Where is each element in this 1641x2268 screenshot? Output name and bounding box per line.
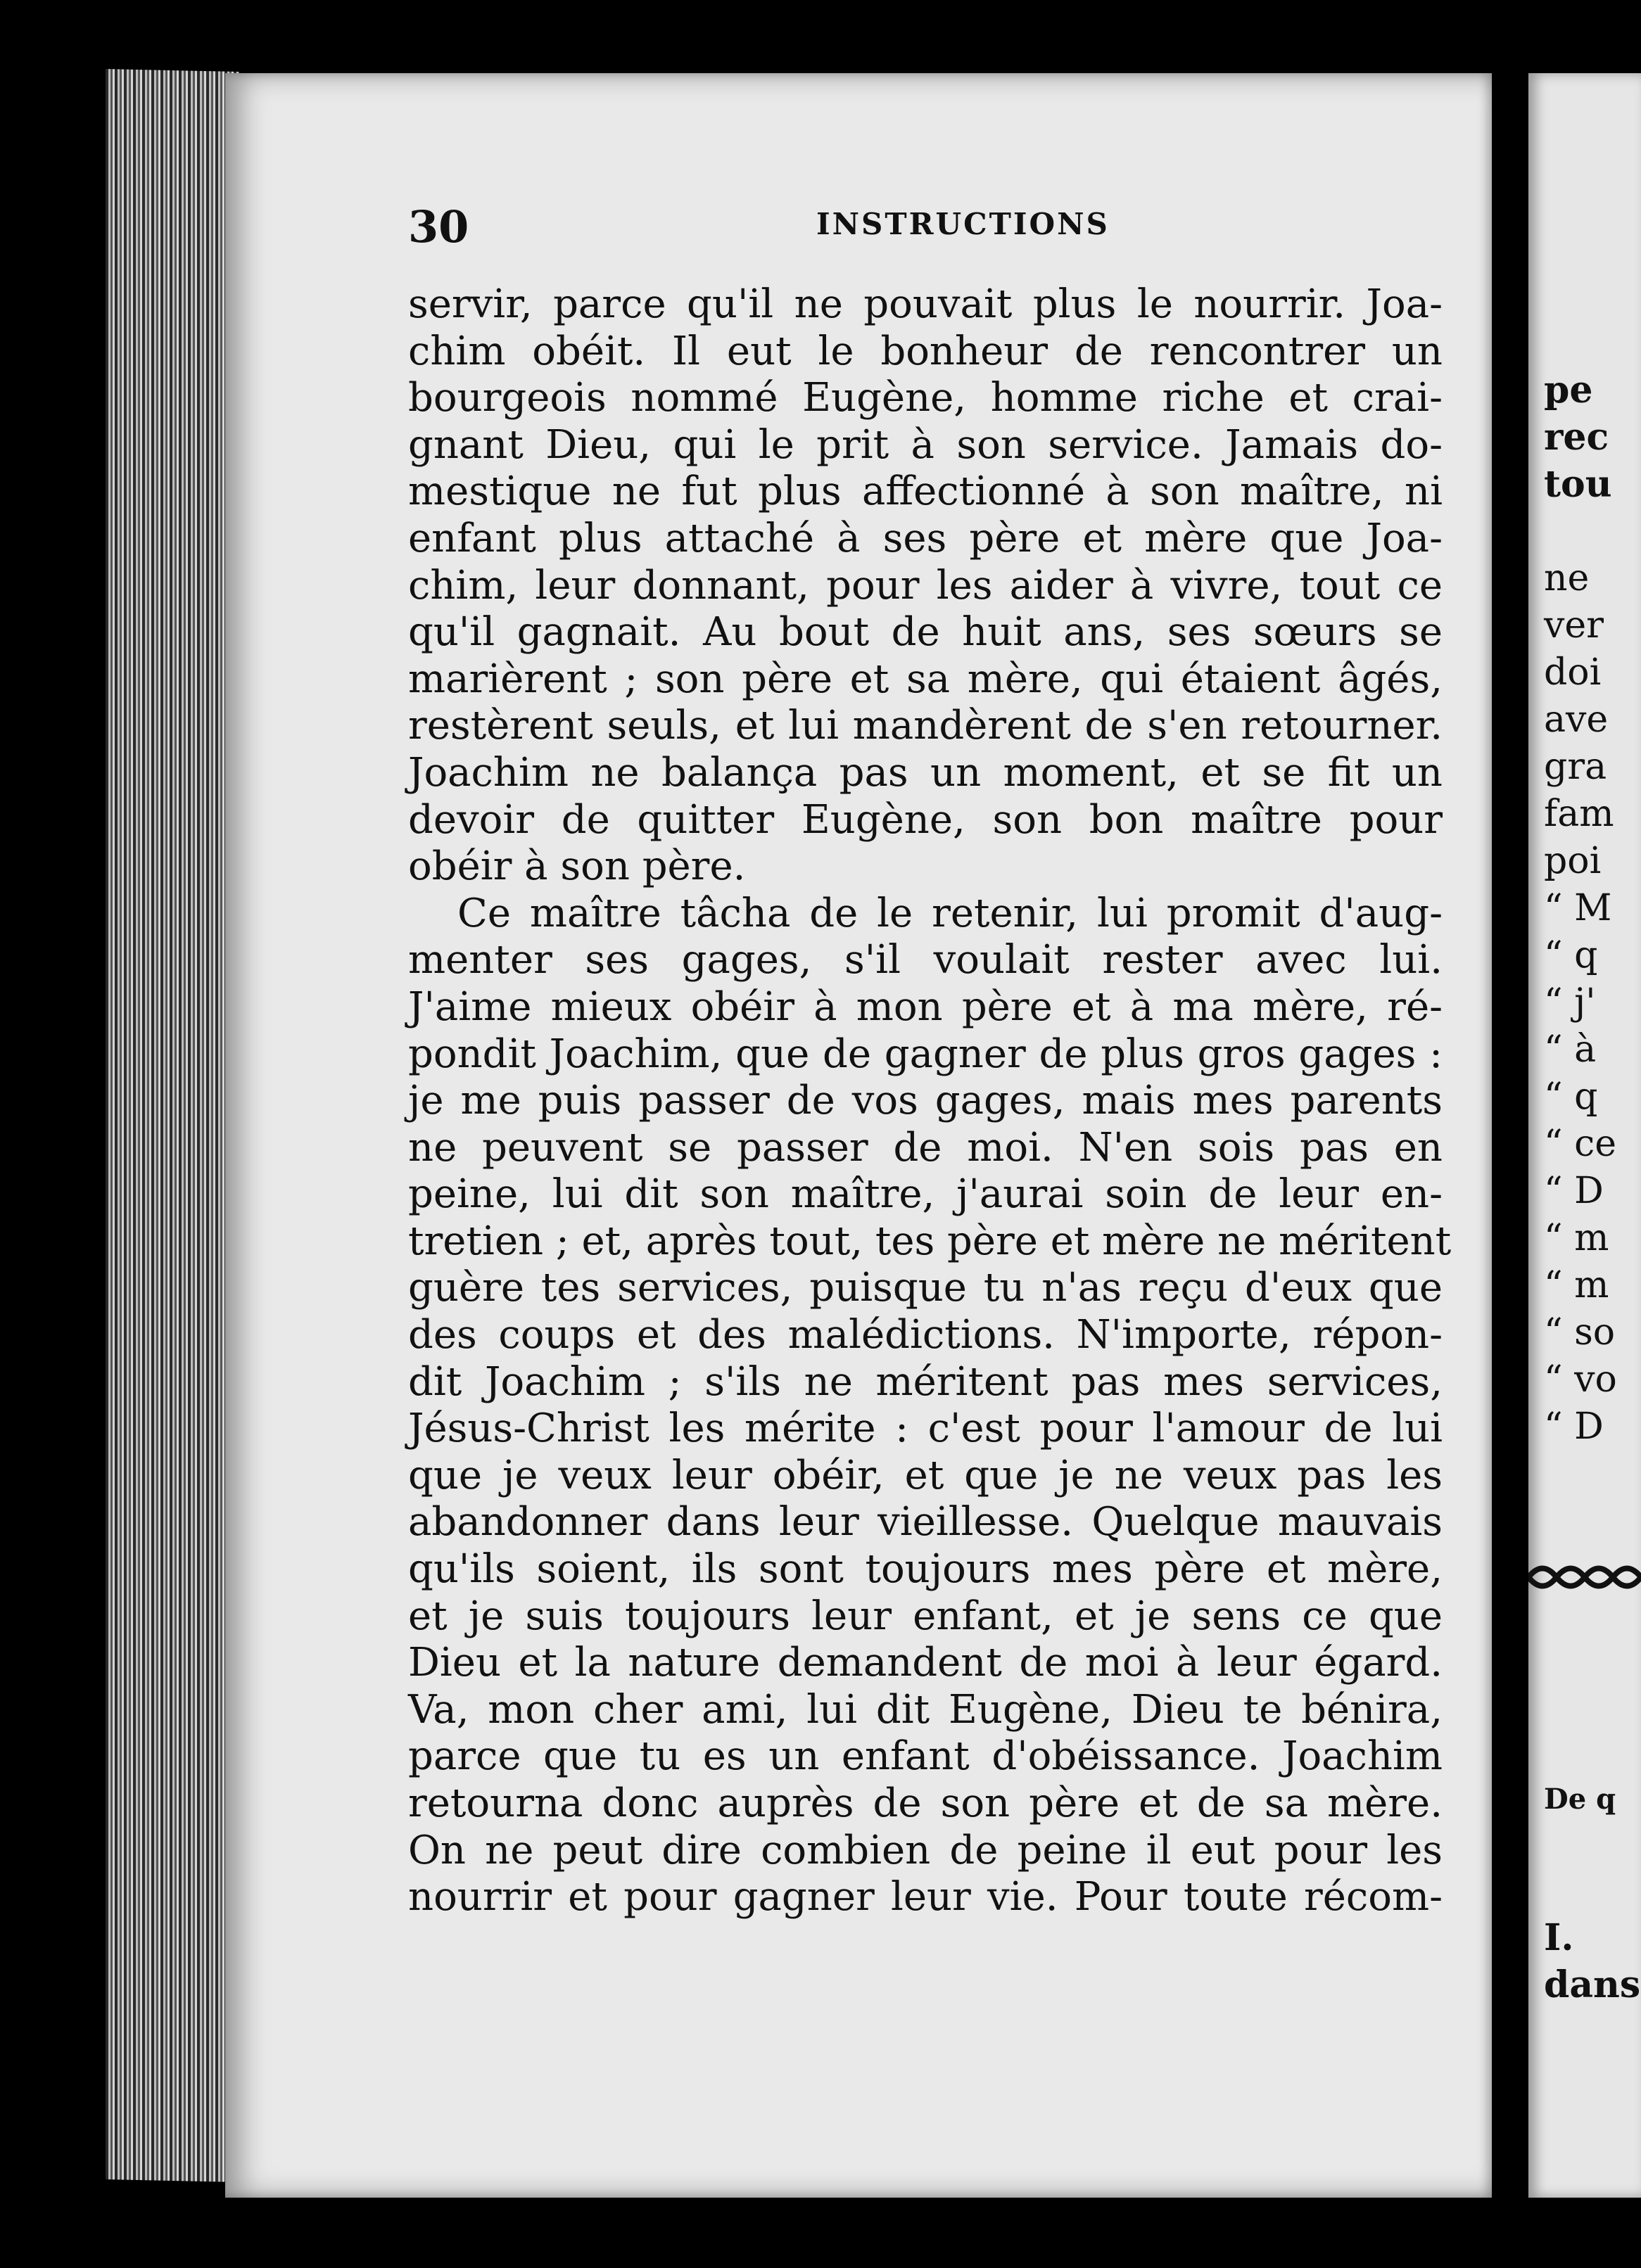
fragment-text: “ à (1544, 1028, 1597, 1071)
fragment-text: I. (1544, 1916, 1574, 1959)
fragment-text: “ vo (1544, 1358, 1617, 1401)
page-header (408, 201, 1450, 253)
text-line: dit Joachim ; s'ils ne méritent pas mes services, (408, 1358, 1443, 1405)
text-line: Ce maître tâcha de le retenir, lui promit d'aug- (457, 890, 1443, 936)
fragment-text: gra (1544, 746, 1607, 788)
text-line: abandonner dans leur vieillesse. Quelque mauvais (408, 1499, 1443, 1546)
text-line: Dieu et la nature demandent de moi à leur égard. (408, 1640, 1443, 1686)
fragment-text: fam (1544, 793, 1614, 835)
fragment-text: De q (1544, 1783, 1616, 1816)
right-page-fragment (1528, 73, 1641, 2198)
fragment-text: “ D (1544, 1170, 1604, 1212)
text-line: restèrent seuls, et lui mandèrent de s'en retourner. (408, 703, 1443, 749)
text-line: chim, leur donnant, pour les aider à vivre, tout ce (408, 562, 1443, 609)
text-line: parce que tu es un enfant d'obéissance. Joachim (408, 1733, 1443, 1780)
text-line: je me puis passer de vos gages, mais mes parents (408, 1078, 1443, 1124)
text-line: On ne peut dire combien de peine il eut pour les (408, 1827, 1443, 1873)
text-line: pondit Joachim, que de gagner de plus gros gages : (408, 1031, 1443, 1077)
text-line: enfant plus attaché à ses père et mère que Joa- (408, 515, 1443, 561)
fragment-text: ave (1544, 699, 1609, 741)
fragment-text: “ q (1544, 1076, 1598, 1118)
text-line: menter ses gages, s'il voulait rester avec lui. (408, 937, 1443, 983)
text-line: obéir à son père. (408, 843, 746, 890)
page-edges (106, 69, 239, 2182)
fragment-text: “ M (1544, 887, 1612, 929)
text-line: Va, mon cher ami, lui dit Eugène, Dieu te bénira, (408, 1686, 1443, 1733)
text-line: Joachim ne balança pas un moment, et se fit un (408, 749, 1443, 796)
fragment-text: “ q (1544, 934, 1598, 976)
text-line: marièrent ; son père et sa mère, qui étaient âgés, (408, 656, 1443, 702)
fragment-text: poi (1544, 840, 1602, 882)
text-line: nourrir et pour gagner leur vie. Pour toute récom- (408, 1874, 1443, 1920)
text-line: que je veux leur obéir, et que je ne veux pas les (408, 1452, 1443, 1498)
text-line: devoir de quitter Eugène, son bon maître pour (408, 796, 1443, 843)
text-line: Jésus-Christ les mérite : c'est pour l'amour de lui (408, 1406, 1443, 1452)
fragment-text: ver (1544, 604, 1604, 646)
fragment-text: doi (1544, 651, 1602, 694)
running-head: INSTRUCTIONS (816, 207, 1110, 241)
text-line: J'aime mieux obéir à mon père et à ma mère, ré- (408, 983, 1443, 1030)
text-line: mestique ne fut plus affectionné à son maître, ni (408, 469, 1443, 515)
text-line: peine, lui dit son maître, j'aurai soin de leur en- (408, 1171, 1443, 1218)
text-line: ne peuvent se passer de moi. N'en sois pas en (408, 1124, 1443, 1171)
fragment-text: tou (1544, 463, 1612, 506)
text-line: des coups et des malédictions. N'importe, répon- (408, 1312, 1443, 1358)
text-line: servir, parce qu'il ne pouvait plus le nourrir. Joa- (408, 281, 1443, 327)
fragment-text: “ m (1544, 1264, 1609, 1306)
text-line: guère tes services, puisque tu n'as reçu d'eux que (408, 1265, 1443, 1311)
fragment-text: dans (1544, 1963, 1641, 2006)
text-line: gnant Dieu, qui le prit à son service. Jamais do- (408, 421, 1443, 468)
fragment-text: “ ce (1544, 1123, 1617, 1165)
fragment-text: “ j' (1544, 981, 1596, 1024)
fragment-text: ne (1544, 557, 1590, 599)
fragment-text: rec (1544, 416, 1609, 459)
fragment-text: “ D (1544, 1406, 1604, 1448)
text-line: qu'il gagnait. Au bout de huit ans, ses sœurs se (408, 609, 1443, 656)
fragment-text: “ m (1544, 1217, 1609, 1259)
fragment-text: “ so (1544, 1311, 1616, 1353)
text-line: bourgeois nommé Eugène, homme riche et crai- (408, 375, 1443, 421)
page-number: 30 (408, 201, 469, 253)
text-line: tretien ; et, après tout, tes père et mère ne méritent (408, 1218, 1452, 1264)
text-line: qu'ils soient, ils sont toujours mes père et mère, (408, 1546, 1443, 1593)
body-text (408, 281, 1452, 1921)
fragment-text: pe (1544, 369, 1593, 412)
ornament-border (1528, 1556, 1641, 1598)
text-line: et je suis toujours leur enfant, et je sens ce que (408, 1593, 1443, 1639)
text-line: retourna donc auprès de son père et de sa mère. (408, 1780, 1443, 1826)
text-line: chim obéit. Il eut le bonheur de rencontrer un (408, 328, 1443, 374)
